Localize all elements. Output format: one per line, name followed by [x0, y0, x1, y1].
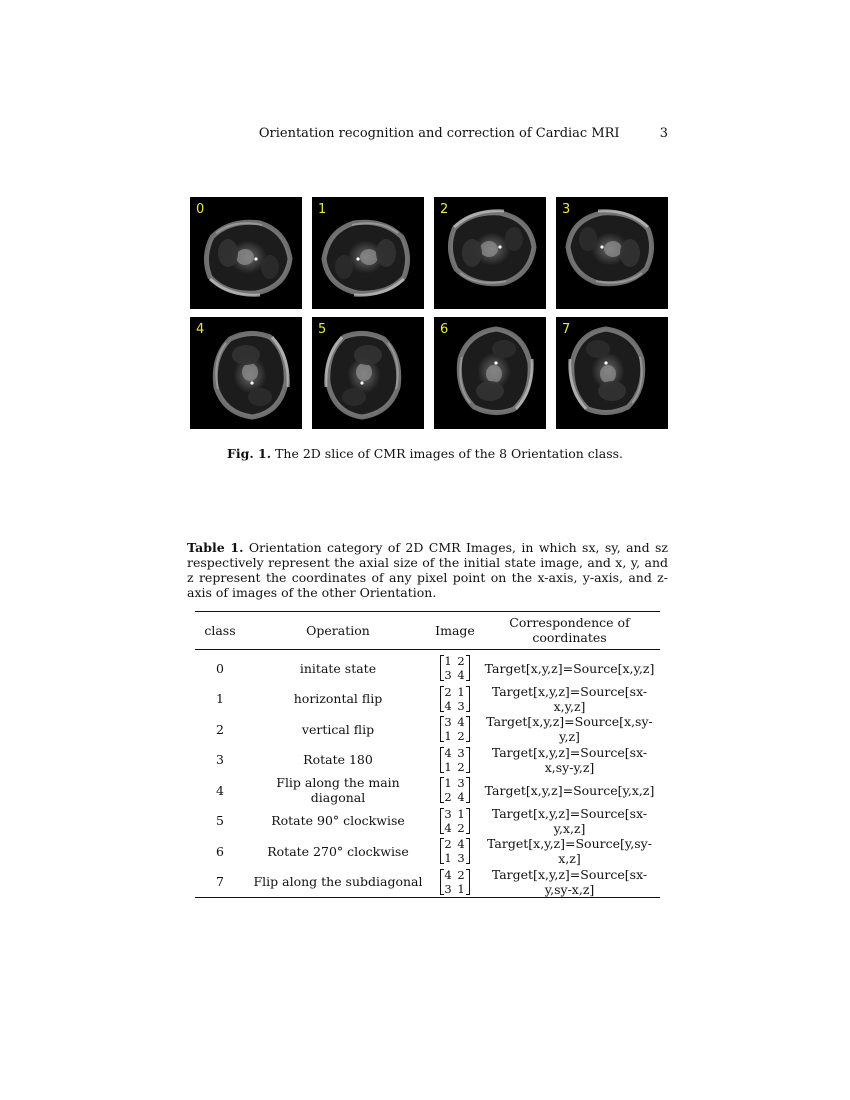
mri-panel	[190, 317, 302, 429]
mri-panel	[312, 197, 424, 309]
orientation-matrix	[440, 837, 469, 865]
operation-cell: Flip along the subdiagonal	[245, 867, 431, 898]
mri-slice-image	[556, 197, 668, 309]
table-row	[195, 836, 660, 867]
matrix-row: 3 1	[444, 806, 466, 821]
panel-number: 4	[196, 322, 205, 337]
correspondence-cell: Target[x,y,z]=Source[y,x,z]	[484, 782, 655, 798]
matrix-row: 3 4	[444, 668, 466, 683]
matrix-row: 2 4	[444, 837, 466, 852]
matrix-row: 4 3	[444, 698, 466, 713]
operation-cell: Rotate 180	[303, 752, 373, 768]
class-cell: 1	[216, 691, 224, 707]
panel-number: 5	[318, 322, 327, 337]
orientation-matrix	[440, 868, 469, 896]
operation-cell: horizontal flip	[293, 691, 383, 707]
matrix-row: 4 2	[444, 820, 466, 835]
page-header	[0, 126, 668, 144]
table-caption-label: Table 1.	[187, 540, 244, 555]
page-number: 3	[659, 126, 668, 141]
class-cell: 2	[216, 721, 224, 737]
correspondence-cell: Target[x,y,z]=Source[sx-y,sy-x,z]	[479, 867, 660, 898]
correspondence-cell: Target[x,y,z]=Source[x,y,z]	[484, 660, 655, 676]
image-matrix-cell	[431, 684, 479, 715]
panel-number: 1	[318, 202, 327, 217]
matrix-row: 4 3	[444, 745, 466, 760]
mri-panel	[556, 317, 668, 429]
table-row	[195, 684, 660, 715]
image-matrix-cell	[431, 806, 479, 837]
image-matrix-cell	[431, 775, 479, 806]
image-matrix-cell	[431, 836, 479, 867]
mri-slice-image	[556, 317, 668, 429]
orientation-matrix	[440, 746, 469, 774]
image-matrix-cell	[431, 650, 479, 684]
table-row	[195, 867, 660, 898]
col-header-class: class	[195, 612, 245, 650]
table-row	[195, 775, 660, 806]
correspondence-cell: Target[x,y,z]=Source[sx-x,sy-y,z]	[491, 744, 648, 775]
operation-cell: Flip along the main diagonal	[276, 775, 400, 806]
matrix-row: 3 1	[444, 881, 466, 896]
image-matrix-cell	[431, 745, 479, 776]
running-title: Orientation recognition and correction of Cardiac MRI	[258, 126, 620, 141]
table-caption-text: Orientation category of 2D CMR Images, in which sx, sy, and sz respectively represent the axial size of the initial state image, and x, y, and z represent the coordinates of any pixel point on the x-axis, y-axis, and z-axis of images of the other Orientation.	[187, 540, 668, 600]
panel-number: 3	[562, 202, 571, 217]
col-header-operation: Operation	[245, 612, 431, 650]
orientation-matrix	[440, 807, 469, 835]
mri-slice-image	[434, 317, 546, 429]
table-row	[195, 745, 660, 776]
mri-slice-image	[190, 317, 302, 429]
orientation-matrix	[440, 715, 469, 743]
figure-caption-label: Fig. 1.	[226, 446, 272, 461]
class-cell: 4	[216, 782, 224, 798]
operation-cell: initate state	[299, 660, 377, 676]
table-header-row	[195, 612, 660, 650]
matrix-row: 3 4	[444, 715, 466, 730]
orientation-matrix	[440, 654, 469, 682]
correspondence-cell: Target[x,y,z]=Source[sx-y,x,z]	[491, 805, 648, 836]
orientation-table	[195, 611, 660, 898]
class-cell: 3	[216, 752, 224, 768]
mri-slice-image	[434, 197, 546, 309]
col-header-image: Image	[431, 612, 479, 650]
matrix-row: 2 4	[444, 790, 466, 805]
matrix-row: 1 2	[444, 654, 466, 669]
table-row	[195, 806, 660, 837]
image-matrix-cell	[431, 714, 479, 745]
orientation-matrix	[440, 776, 469, 804]
orientation-matrix	[440, 685, 469, 713]
mri-figure	[190, 197, 668, 429]
correspondence-cell: Target[x,y,z]=Source[x,sy-y,z]	[486, 714, 653, 745]
mri-panel	[556, 197, 668, 309]
figure-caption	[0, 446, 850, 461]
col-header-correspondence: Correspondence of coordinates	[479, 612, 660, 650]
class-cell: 7	[195, 867, 245, 898]
mri-panel	[434, 197, 546, 309]
panel-number: 6	[440, 322, 449, 337]
image-matrix-cell	[431, 867, 479, 898]
matrix-row: 1 3	[444, 776, 466, 791]
panel-number: 0	[196, 202, 205, 217]
panel-number: 7	[562, 322, 571, 337]
table-row	[195, 650, 660, 684]
matrix-row: 1 3	[444, 851, 466, 866]
mri-panel	[434, 317, 546, 429]
mri-slice-image	[312, 317, 424, 429]
matrix-row: 1 2	[444, 759, 466, 774]
panel-number: 2	[440, 202, 449, 217]
correspondence-cell: Target[x,y,z]=Source[y,sy-x,z]	[487, 836, 652, 867]
class-cell: 5	[216, 813, 224, 829]
mri-panel	[190, 197, 302, 309]
class-cell: 6	[216, 843, 224, 859]
matrix-row: 1 2	[444, 729, 466, 744]
operation-cell: Rotate 270° clockwise	[267, 843, 409, 859]
matrix-row: 4 2	[444, 867, 466, 882]
mri-panel	[312, 317, 424, 429]
table-caption	[187, 540, 668, 600]
mri-slice-image	[312, 197, 424, 309]
matrix-row: 2 1	[444, 684, 466, 699]
table-row	[195, 714, 660, 745]
operation-cell: vertical flip	[301, 721, 375, 737]
correspondence-cell: Target[x,y,z]=Source[sx-x,y,z]	[491, 683, 648, 714]
figure-caption-text: The 2D slice of CMR images of the 8 Orientation class.	[275, 446, 624, 461]
operation-cell: Rotate 90° clockwise	[271, 813, 405, 829]
class-cell: 0	[216, 660, 224, 676]
mri-slice-image	[190, 197, 302, 309]
